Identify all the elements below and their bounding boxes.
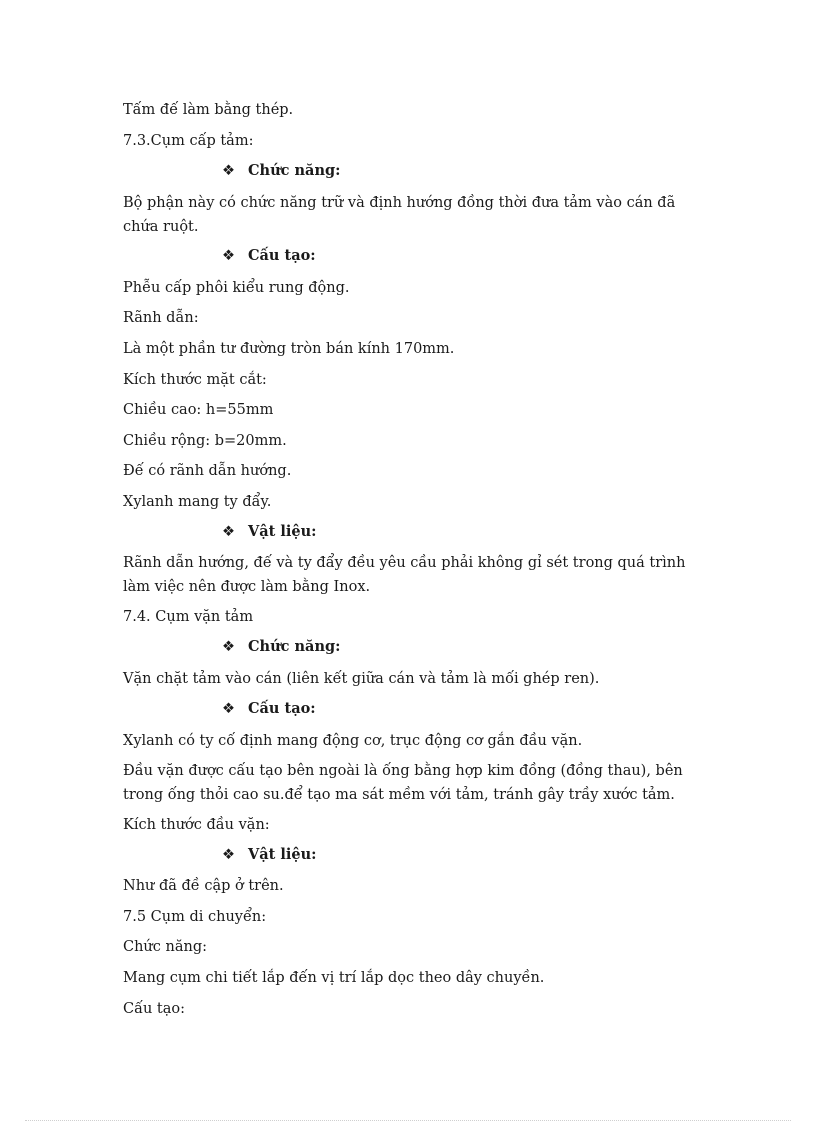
- text-line: Phễu cấp phôi kiểu rung động.: [123, 280, 350, 296]
- diamond-bullet-icon: ❖: [222, 524, 235, 540]
- diamond-bullet-icon: ❖: [222, 639, 235, 655]
- bullet-heading-function: [222, 635, 340, 659]
- bullet-heading-function: [222, 159, 340, 183]
- bullet-heading-structure: [222, 697, 316, 721]
- paragraph-line: Bộ phận này có chức năng trữ và định hướng đồng thời đưa tảm vào cán đã: [123, 195, 676, 211]
- paragraph: [123, 191, 703, 239]
- bullet-heading-label: Vật liệu:: [248, 523, 317, 540]
- text-line: Xylanh mang ty đẩy.: [123, 494, 272, 510]
- bullet-heading-material: [222, 843, 317, 867]
- text-line: Kích thước đầu vặn:: [123, 817, 270, 833]
- paragraph: [123, 551, 703, 599]
- bullet-heading-label: Chức năng:: [248, 638, 341, 655]
- paragraph-line: chứa ruột.: [123, 219, 199, 235]
- text-line: Tấm đế làm bằng thép.: [123, 102, 294, 118]
- section-heading-7-5: 7.5 Cụm di chuyển:: [123, 909, 267, 925]
- text-line: Rãnh dẫn:: [123, 310, 199, 326]
- section-heading-7-3: 7.3.Cụm cấp tảm:: [123, 133, 254, 149]
- text-line: Mang cụm chi tiết lắp đến vị trí lắp dọc theo dây chuyền.: [123, 970, 545, 986]
- text-line: Là một phần tư đường tròn bán kính 170mm.: [123, 341, 455, 357]
- paragraph-line: trong ống thỏi cao su.để tạo ma sát mềm với tảm, tránh gây trầy xước tảm.: [123, 787, 675, 803]
- text-line: Vặn chặt tảm vào cán (liên kết giữa cán và tảm là mối ghép ren).: [123, 671, 600, 687]
- text-line: Chiều rộng: b=20mm.: [123, 433, 287, 449]
- page-bottom-divider: [25, 1120, 791, 1121]
- diamond-bullet-icon: ❖: [222, 248, 235, 264]
- paragraph: [123, 759, 703, 807]
- paragraph-line: làm việc nên được làm bằng Inox.: [123, 579, 371, 595]
- bullet-heading-label: Chức năng:: [248, 162, 341, 179]
- paragraph-line: Đầu vặn được cấu tạo bên ngoài là ống bằng hợp kim đồng (đồng thau), bên: [123, 763, 683, 779]
- text-line: Như đã đề cập ở trên.: [123, 878, 284, 894]
- text-line: Đế có rãnh dẫn hướng.: [123, 463, 292, 479]
- paragraph-line: Rãnh dẫn hướng, đế và ty đẩy đều yêu cầu phải không gỉ sét trong quá trình: [123, 555, 686, 571]
- bullet-heading-label: Cấu tạo:: [248, 247, 316, 264]
- text-line: Chiều cao: h=55mm: [123, 402, 274, 418]
- text-line: Cấu tạo:: [123, 1001, 186, 1017]
- text-line: Xylanh có ty cố định mang động cơ, trục động cơ gắn đầu vặn.: [123, 733, 583, 749]
- bullet-heading-label: Cấu tạo:: [248, 700, 316, 717]
- diamond-bullet-icon: ❖: [222, 847, 235, 863]
- diamond-bullet-icon: ❖: [222, 163, 235, 179]
- text-line: Chức năng:: [123, 939, 207, 955]
- bullet-heading-material: [222, 520, 317, 544]
- bullet-heading-structure: [222, 244, 316, 268]
- section-heading-7-4: 7.4. Cụm vặn tảm: [123, 609, 254, 625]
- text-line: Kích thước mặt cắt:: [123, 372, 267, 388]
- diamond-bullet-icon: ❖: [222, 701, 235, 717]
- bullet-heading-label: Vật liệu:: [248, 846, 317, 863]
